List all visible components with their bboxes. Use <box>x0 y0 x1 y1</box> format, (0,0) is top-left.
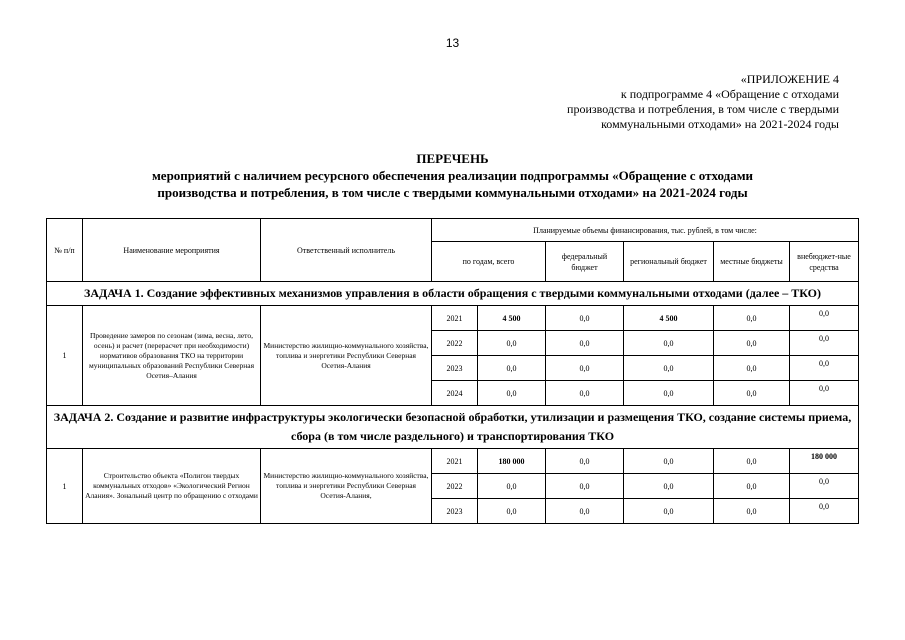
task-title: ЗАДАЧА 1. Создание эффективных механизмов управления в области обращения с твердыми коммунальными отходами (далее – ТКО) <box>47 282 859 306</box>
cell-total: 0,0 <box>478 356 546 381</box>
cell-regional: 4 500 <box>624 306 714 331</box>
cell-offbudget: 0,0 <box>790 499 859 524</box>
cell-local: 0,0 <box>714 499 790 524</box>
cell-local: 0,0 <box>714 331 790 356</box>
task-row <box>47 282 859 306</box>
appendix-line: к подпрограмме 4 «Обращение с отходами <box>620 87 839 101</box>
page-number: 13 <box>445 36 460 50</box>
cell-local: 0,0 <box>714 381 790 406</box>
appendix-note <box>567 72 839 132</box>
cell-federal: 0,0 <box>546 331 624 356</box>
cell-total: 0,0 <box>478 381 546 406</box>
cell-offbudget: 0,0 <box>790 474 859 499</box>
activity-num: 1 <box>47 449 83 524</box>
header-num: № п/п <box>47 219 83 282</box>
header-executor: Ответственный исполнитель <box>261 219 432 282</box>
cell-regional: 0,0 <box>624 381 714 406</box>
cell-total: 4 500 <box>478 306 546 331</box>
cell-local: 0,0 <box>714 356 790 381</box>
activity-name: Строительство объекта «Полигон твердых коммунальных отходов» «Экологический Регион Алания». Зональный центр по обращению с отходами <box>83 449 261 524</box>
cell-regional: 0,0 <box>624 474 714 499</box>
cell-offbudget: 0,0 <box>790 356 859 381</box>
header-local: местные бюджеты <box>714 242 790 282</box>
title-heading: ПЕРЕЧЕНЬ <box>416 151 489 166</box>
cell-year: 2023 <box>432 499 478 524</box>
document-title <box>0 150 905 201</box>
appendix-line: «ПРИЛОЖЕНИЕ 4 <box>740 72 839 86</box>
cell-regional: 0,0 <box>624 356 714 381</box>
cell-offbudget: 0,0 <box>790 381 859 406</box>
cell-local: 0,0 <box>714 306 790 331</box>
cell-year: 2023 <box>432 356 478 381</box>
cell-regional: 0,0 <box>624 449 714 474</box>
appendix-line: производства и потребления, в том числе с твердыми <box>567 102 839 116</box>
header-federal: федеральный бюджет <box>546 242 624 282</box>
cell-offbudget: 0,0 <box>790 306 859 331</box>
cell-regional: 0,0 <box>624 331 714 356</box>
header-funding-group: Планируемые объемы финансирования, тыс. рублей, в том числе: <box>432 219 859 242</box>
cell-year: 2024 <box>432 381 478 406</box>
cell-federal: 0,0 <box>546 449 624 474</box>
header-regional: региональный бюджет <box>624 242 714 282</box>
task-title: ЗАДАЧА 2. Создание и развитие инфраструктуры экологически безопасной обработки, утилизации и размещения ТКО, создание системы приема, сбора (в том числе раздельного) и транспортирования ТКО <box>47 406 859 449</box>
cell-offbudget: 0,0 <box>790 331 859 356</box>
cell-offbudget: 180 000 <box>790 449 859 474</box>
activity-executor: Министерство жилищно-коммунального хозяйства, топлива и энергетики Республики Северная Осетия-Алания, <box>261 449 432 524</box>
cell-total: 180 000 <box>478 449 546 474</box>
task-row <box>47 406 859 449</box>
cell-year: 2021 <box>432 306 478 331</box>
header-offbudget: внебюджет-ные средства <box>790 242 859 282</box>
cell-regional: 0,0 <box>624 499 714 524</box>
cell-federal: 0,0 <box>546 499 624 524</box>
cell-total: 0,0 <box>478 474 546 499</box>
title-line: мероприятий с наличием ресурсного обеспечения реализации подпрограммы «Обращение с отходами <box>151 168 754 183</box>
cell-federal: 0,0 <box>546 356 624 381</box>
cell-federal: 0,0 <box>546 381 624 406</box>
cell-year: 2021 <box>432 449 478 474</box>
cell-year: 2022 <box>432 331 478 356</box>
table-row <box>47 449 859 474</box>
cell-local: 0,0 <box>714 474 790 499</box>
activities-table <box>46 218 859 524</box>
activity-num: 1 <box>47 306 83 406</box>
cell-year: 2022 <box>432 474 478 499</box>
cell-total: 0,0 <box>478 499 546 524</box>
cell-federal: 0,0 <box>546 474 624 499</box>
header-by-year: по годам, всего <box>432 242 546 282</box>
activity-name: Проведение замеров по сезонам (зима, весна, лето, осень) и расчет (перерасчет при необходимости) нормативов образования ТКО на территории муниципальных образований Республики Северная Осетия–Алания <box>83 306 261 406</box>
header-row <box>47 219 859 242</box>
activity-executor: Министерство жилищно-коммунального хозяйства, топлива и энергетики Республики Северная Осетия-Алания <box>261 306 432 406</box>
cell-federal: 0,0 <box>546 306 624 331</box>
cell-total: 0,0 <box>478 331 546 356</box>
cell-local: 0,0 <box>714 449 790 474</box>
title-line: производства и потребления, в том числе с твердыми коммунальными отходами» на 2021-2024 годы <box>157 185 748 200</box>
appendix-line: коммунальными отходами» на 2021-2024 годы <box>601 117 839 131</box>
header-name: Наименование мероприятия <box>83 219 261 282</box>
table-row <box>47 306 859 331</box>
